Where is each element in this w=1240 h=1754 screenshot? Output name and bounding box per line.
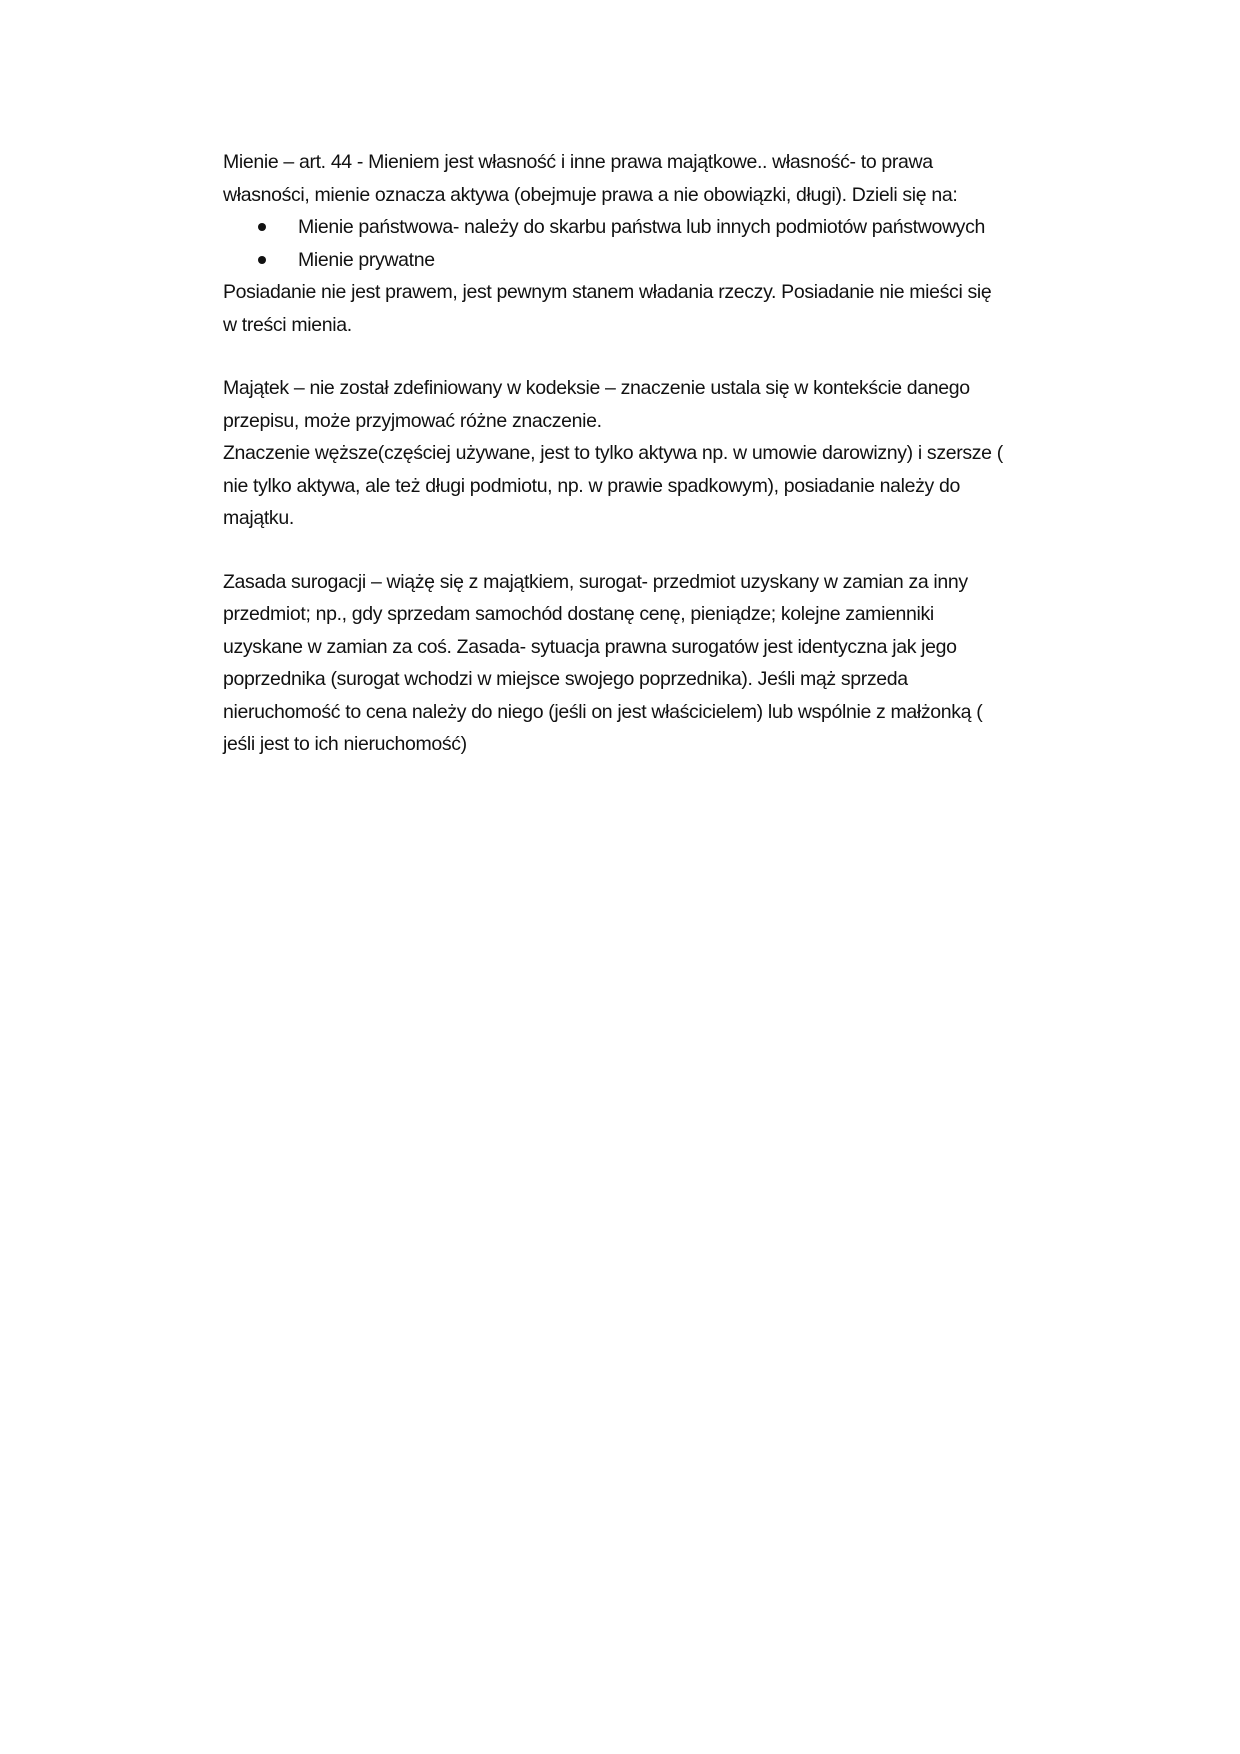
paragraph-surogacja xyxy=(223,566,1103,761)
list-item-text: Mienie prywatne xyxy=(298,248,435,271)
text-line: Mienie – art. 44 - Mieniem jest własność i inne prawa majątkowe.. własność- to prawa xyxy=(223,151,933,173)
text-line: Posiadanie nie jest prawem, jest pewnym stanem władania rzeczy. Posiadanie nie mieści się xyxy=(223,281,992,303)
text-line: własności, mienie oznacza aktywa (obejmuje prawa a nie obowiązki, długi). Dzieli się na: xyxy=(223,183,958,206)
paragraph-spacer xyxy=(223,341,1103,372)
paragraph-majatek xyxy=(223,372,1103,535)
text-line: przedmiot; np., gdy sprzedam samochód dostanę cenę, pieniądze; kolejne zamienniki xyxy=(223,603,934,625)
document-body xyxy=(223,146,1103,761)
text-line: majątku. xyxy=(223,507,294,529)
list-item xyxy=(223,211,1103,244)
bullet-list xyxy=(223,211,1103,276)
bullet-icon xyxy=(258,223,266,231)
text-line: poprzednika (surogat wchodzi w miejsce swojego poprzednika). Jeśli mąż sprzeda xyxy=(223,668,908,690)
text-line: nieruchomość to cena należy do niego (jeśli on jest właścicielem) lub wspólnie z małżonką ( xyxy=(223,700,983,723)
text-line: w treści mienia. xyxy=(223,313,352,336)
text-line: przepisu, może przyjmować różne znaczenie. xyxy=(223,409,602,432)
bullet-icon xyxy=(258,256,266,264)
text-line: uzyskane w zamian za coś. Zasada- sytuacja prawna surogatów jest identyczna jak jego xyxy=(223,635,957,658)
text-line: jeśli jest to ich nieruchomość) xyxy=(223,733,467,755)
list-item-text: Mienie państwowa- należy do skarbu państwa lub innych podmiotów państwowych xyxy=(298,216,985,238)
text-line: Znaczenie węższe(częściej używane, jest to tylko aktywa np. w umowie darowizny) i szersze ( xyxy=(223,442,1003,464)
text-line: Majątek – nie został zdefiniowany w kodeksie – znaczenie ustala się w kontekście danego xyxy=(223,377,970,399)
text-line: Zasada surogacji – wiążę się z majątkiem, surogat- przedmiot uzyskany w zamian za inny xyxy=(223,570,968,593)
paragraph-spacer xyxy=(223,535,1103,566)
list-item xyxy=(223,244,1103,277)
paragraph-mienie xyxy=(223,146,1103,211)
paragraph-posiadanie xyxy=(223,276,1103,341)
text-line: nie tylko aktywa, ale też długi podmiotu, np. w prawie spadkowym), posiadanie należy do xyxy=(223,474,960,497)
